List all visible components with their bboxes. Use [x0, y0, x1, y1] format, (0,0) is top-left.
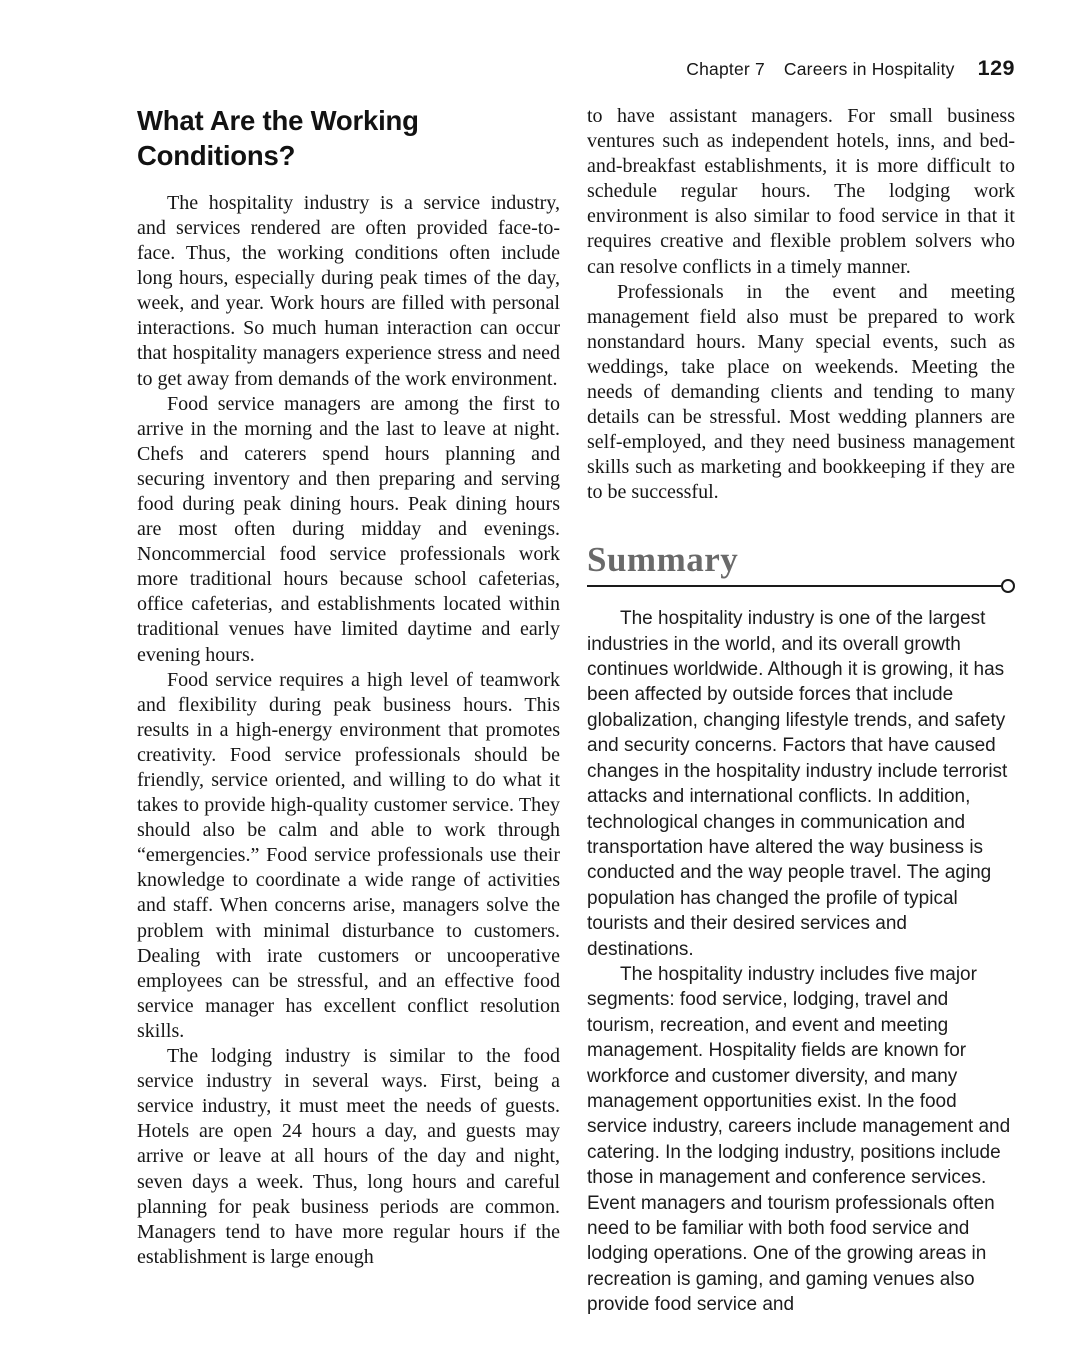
summary-divider [587, 579, 1015, 593]
running-head-title: Careers in Hospitality [783, 59, 955, 79]
two-column-layout [137, 104, 1015, 1318]
running-head-chapter: Chapter 7 [686, 59, 765, 79]
rule-end-circle-icon [1001, 579, 1015, 593]
body-paragraph: The hospitality industry is a service industry, and services rendered are often provided face-to-face. Thus, the working conditions often include long hours, especially during peak times of the day, week, and year. Work hours are filled with personal interactions. So much human interaction can occur that hospitality managers experience stress and need to get away from demands of the work environment. [137, 191, 560, 390]
body-paragraph: Professionals in the event and meeting management field also must be prepared to work nonstandard hours. Many special events, such as weddings, take place on weekends. Meeting the needs of demanding clients and tending to many details can be stressful. Most wedding planners are self-employed, and they need business management skills such as marketing and bookkeeping if they are to be successful. [587, 280, 1015, 504]
summary-section [587, 539, 1015, 1318]
section-heading: What Are the Working Conditions? [137, 105, 419, 171]
page-header [137, 56, 1015, 81]
body-paragraph: The lodging industry is similar to the food service industry in several ways. First, being a service industry, it must meet the needs of guests. Hotels are open 24 hours a day, and guests may arrive or leave at all hours of the day and night, seven days a week. Thus, long hours and careful planning for peak business periods are common. Managers tend to have more regular hours if the establishment is large enough [137, 1045, 560, 1268]
body-paragraph: to have assistant managers. For small business ventures such as independent hotels, inns, and bed-and-breakfast establishments, it is more difficult to schedule regular hours. The lodging work environment is also similar to food service in that it requires creative and flexible problem solvers who can resolve conflicts in a timely manner. [587, 105, 1015, 278]
summary-paragraph: The hospitality industry is one of the largest industries in the world, and its overall growth continues worldwide. Although it is growing, it has been affected by outside forces that include globalization, changing lifestyle trends, and safety and security concerns. Factors that have caused changes in the hospitality industry include terrorist attacks and international conflicts. In addition, technological changes in communication and transportation have altered the way business is conducted and the way people travel. The aging population has changed the profile of typical tourists and their desired services and destinations. [587, 608, 1008, 960]
body-paragraph: Food service managers are among the first to arrive in the morning and the last to leave at night. Chefs and caterers spend hours planning and securing inventory and then preparing and serving food during peak dining hours. Peak dining hours are most often during midday and evenings. Noncommercial food service professionals work more traditional hours because school cafeterias, office cafeterias, and establishments located within traditional venues have limited daytime and early evening hours. [137, 392, 560, 666]
body-paragraph: Food service requires a high level of teamwork and flexibility during peak business hours. This results in a high-energy environment that promotes creativity. Food service professionals should be friendly, service oriented, and willing to do what it takes to provide high-quality customer service. They should also be calm and able to work through “emergencies.” Food service professionals use their knowledge to coordinate a wide range of activities and staff. When concerns arise, managers solve the problem with minimal disturbance to customers. Dealing with irate customers or uncooperative employees can be stressful, and an effective food service manager has excellent conflict resolution skills. [137, 668, 560, 1042]
right-column [587, 104, 1015, 1318]
divider-line [587, 585, 1003, 587]
summary-heading: Summary [587, 539, 739, 579]
left-column [137, 104, 560, 1318]
page-number: 129 [977, 56, 1015, 80]
summary-paragraph: The hospitality industry includes five major segments: food service, lodging, travel and tourism, recreation, and event and meeting management. Hospitality fields are known for workforce and customer diversity, and many management opportunities exist. In the food service industry, careers include management and catering. In the lodging industry, positions include those in management and conference services. Event managers and tourism professionals often need to be familiar with both food service and lodging operations. One of the growing areas in recreation is gaming, and gaming venues also provide food service and [587, 963, 1011, 1316]
